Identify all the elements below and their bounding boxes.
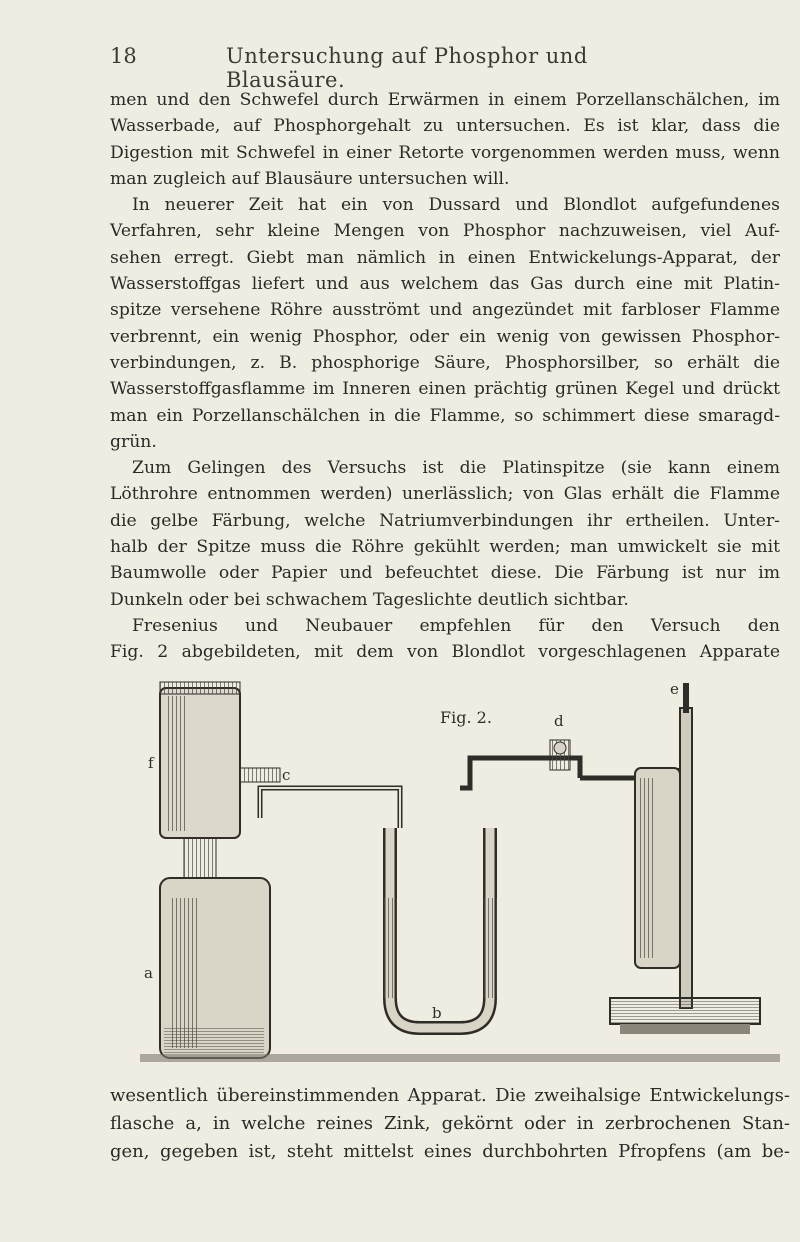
top-reservoir [160, 682, 240, 878]
text-line: die gelbe Färbung, welche Natriumverbindungen ihr ertheilen. Unter- [110, 510, 780, 531]
text-line: Fig. 2 abgebildeten, mit dem von Blondlot vorgeschlagenen Apparate [110, 642, 780, 663]
apparatus-figure [140, 668, 780, 1068]
text-line: Digestion mit Schwefel in einer Retorte vorgenommen werden muss, wenn [110, 142, 780, 163]
text-line: spitze versehene Röhre ausströmt und angezündet mit farbloser Flamme [110, 300, 780, 321]
text-line: In neuerer Zeit hat ein von Dussard und Blondlot aufgefundenes [132, 195, 780, 216]
text-line: flasche a, in welche reines Zink, gekörnt oder in zerbrochenen Stan- [110, 1113, 790, 1134]
running-head: Untersuchung auf Phosphor und Blausäure. [226, 44, 588, 92]
text-line: man zugleich auf Blausäure untersuchen will. [110, 168, 510, 189]
text-line: Wasserstoffgasflamme im Inneren einen prächtig grünen Kegel und drückt [110, 379, 780, 400]
label-e: e [670, 680, 679, 698]
page-header [110, 44, 710, 92]
label-c: c [282, 766, 291, 784]
text-line: Verfahren, sehr kleine Mengen von Phosphor nachzuweisen, viel Auf- [110, 221, 780, 242]
label-a: a [144, 964, 153, 982]
text-line: Löthrohre entnommen werden) unerlässlich; von Glas erhält die Flamme [110, 484, 780, 505]
burner-stand [610, 683, 760, 1034]
text-line: Wasserbade, auf Phosphorgehalt zu untersuchen. Es ist klar, dass die [110, 116, 780, 137]
text-line: Dunkeln oder bei schwachem Tageslichte deutlich sichtbar. [110, 589, 629, 610]
label-b: b [432, 1004, 442, 1022]
text-line: men und den Schwefel durch Erwärmen in einem Porzellanschälchen, im [110, 90, 780, 110]
body-text [110, 87, 780, 666]
label-f: f [148, 754, 154, 772]
text-line: Fresenius und Neubauer empfehlen für den Versuch den [132, 615, 780, 636]
text-line: Baumwolle oder Papier und befeuchtet diese. Die Färbung ist nur im [110, 563, 780, 584]
text-line: gen, gegeben ist, steht mittelst eines durchbohrten Pfropfens (am be- [110, 1141, 790, 1162]
body-text-continued [110, 1082, 790, 1166]
text-line: verbrennt, ein wenig Phosphor, oder ein wenig von gewissen Phosphor- [110, 326, 780, 347]
text-line: Zum Gelingen des Versuchs ist die Platinspitze (sie kann einem [132, 458, 780, 479]
label-d: d [554, 712, 564, 730]
text-line: Wasserstoffgas liefert und aus welchem das Gas durch eine mit Platin- [110, 274, 780, 295]
text-line: man ein Porzellanschälchen in die Flamme, so schimmert diese smaragd- [110, 405, 780, 426]
generator-bottle [160, 878, 270, 1058]
text-line: sehen erregt. Giebt man nämlich in einen Entwickelungs-Apparat, der [110, 247, 780, 268]
apparatus-illustration [140, 668, 780, 1068]
figure-caption: Fig. 2. [440, 708, 492, 727]
text-line: halb der Spitze muss die Röhre gekühlt werden; man umwickelt sie mit [110, 537, 780, 558]
page-number: 18 [110, 44, 137, 68]
u-tube [383, 828, 497, 1028]
text-line: wesentlich übereinstimmenden Apparat. Die zweihalsige Entwickelungs- [110, 1085, 790, 1106]
text-line: grün. [110, 431, 157, 452]
text-line: verbindungen, z. B. phosphorige Säure, Phosphorsilber, so erhält die [110, 352, 780, 373]
